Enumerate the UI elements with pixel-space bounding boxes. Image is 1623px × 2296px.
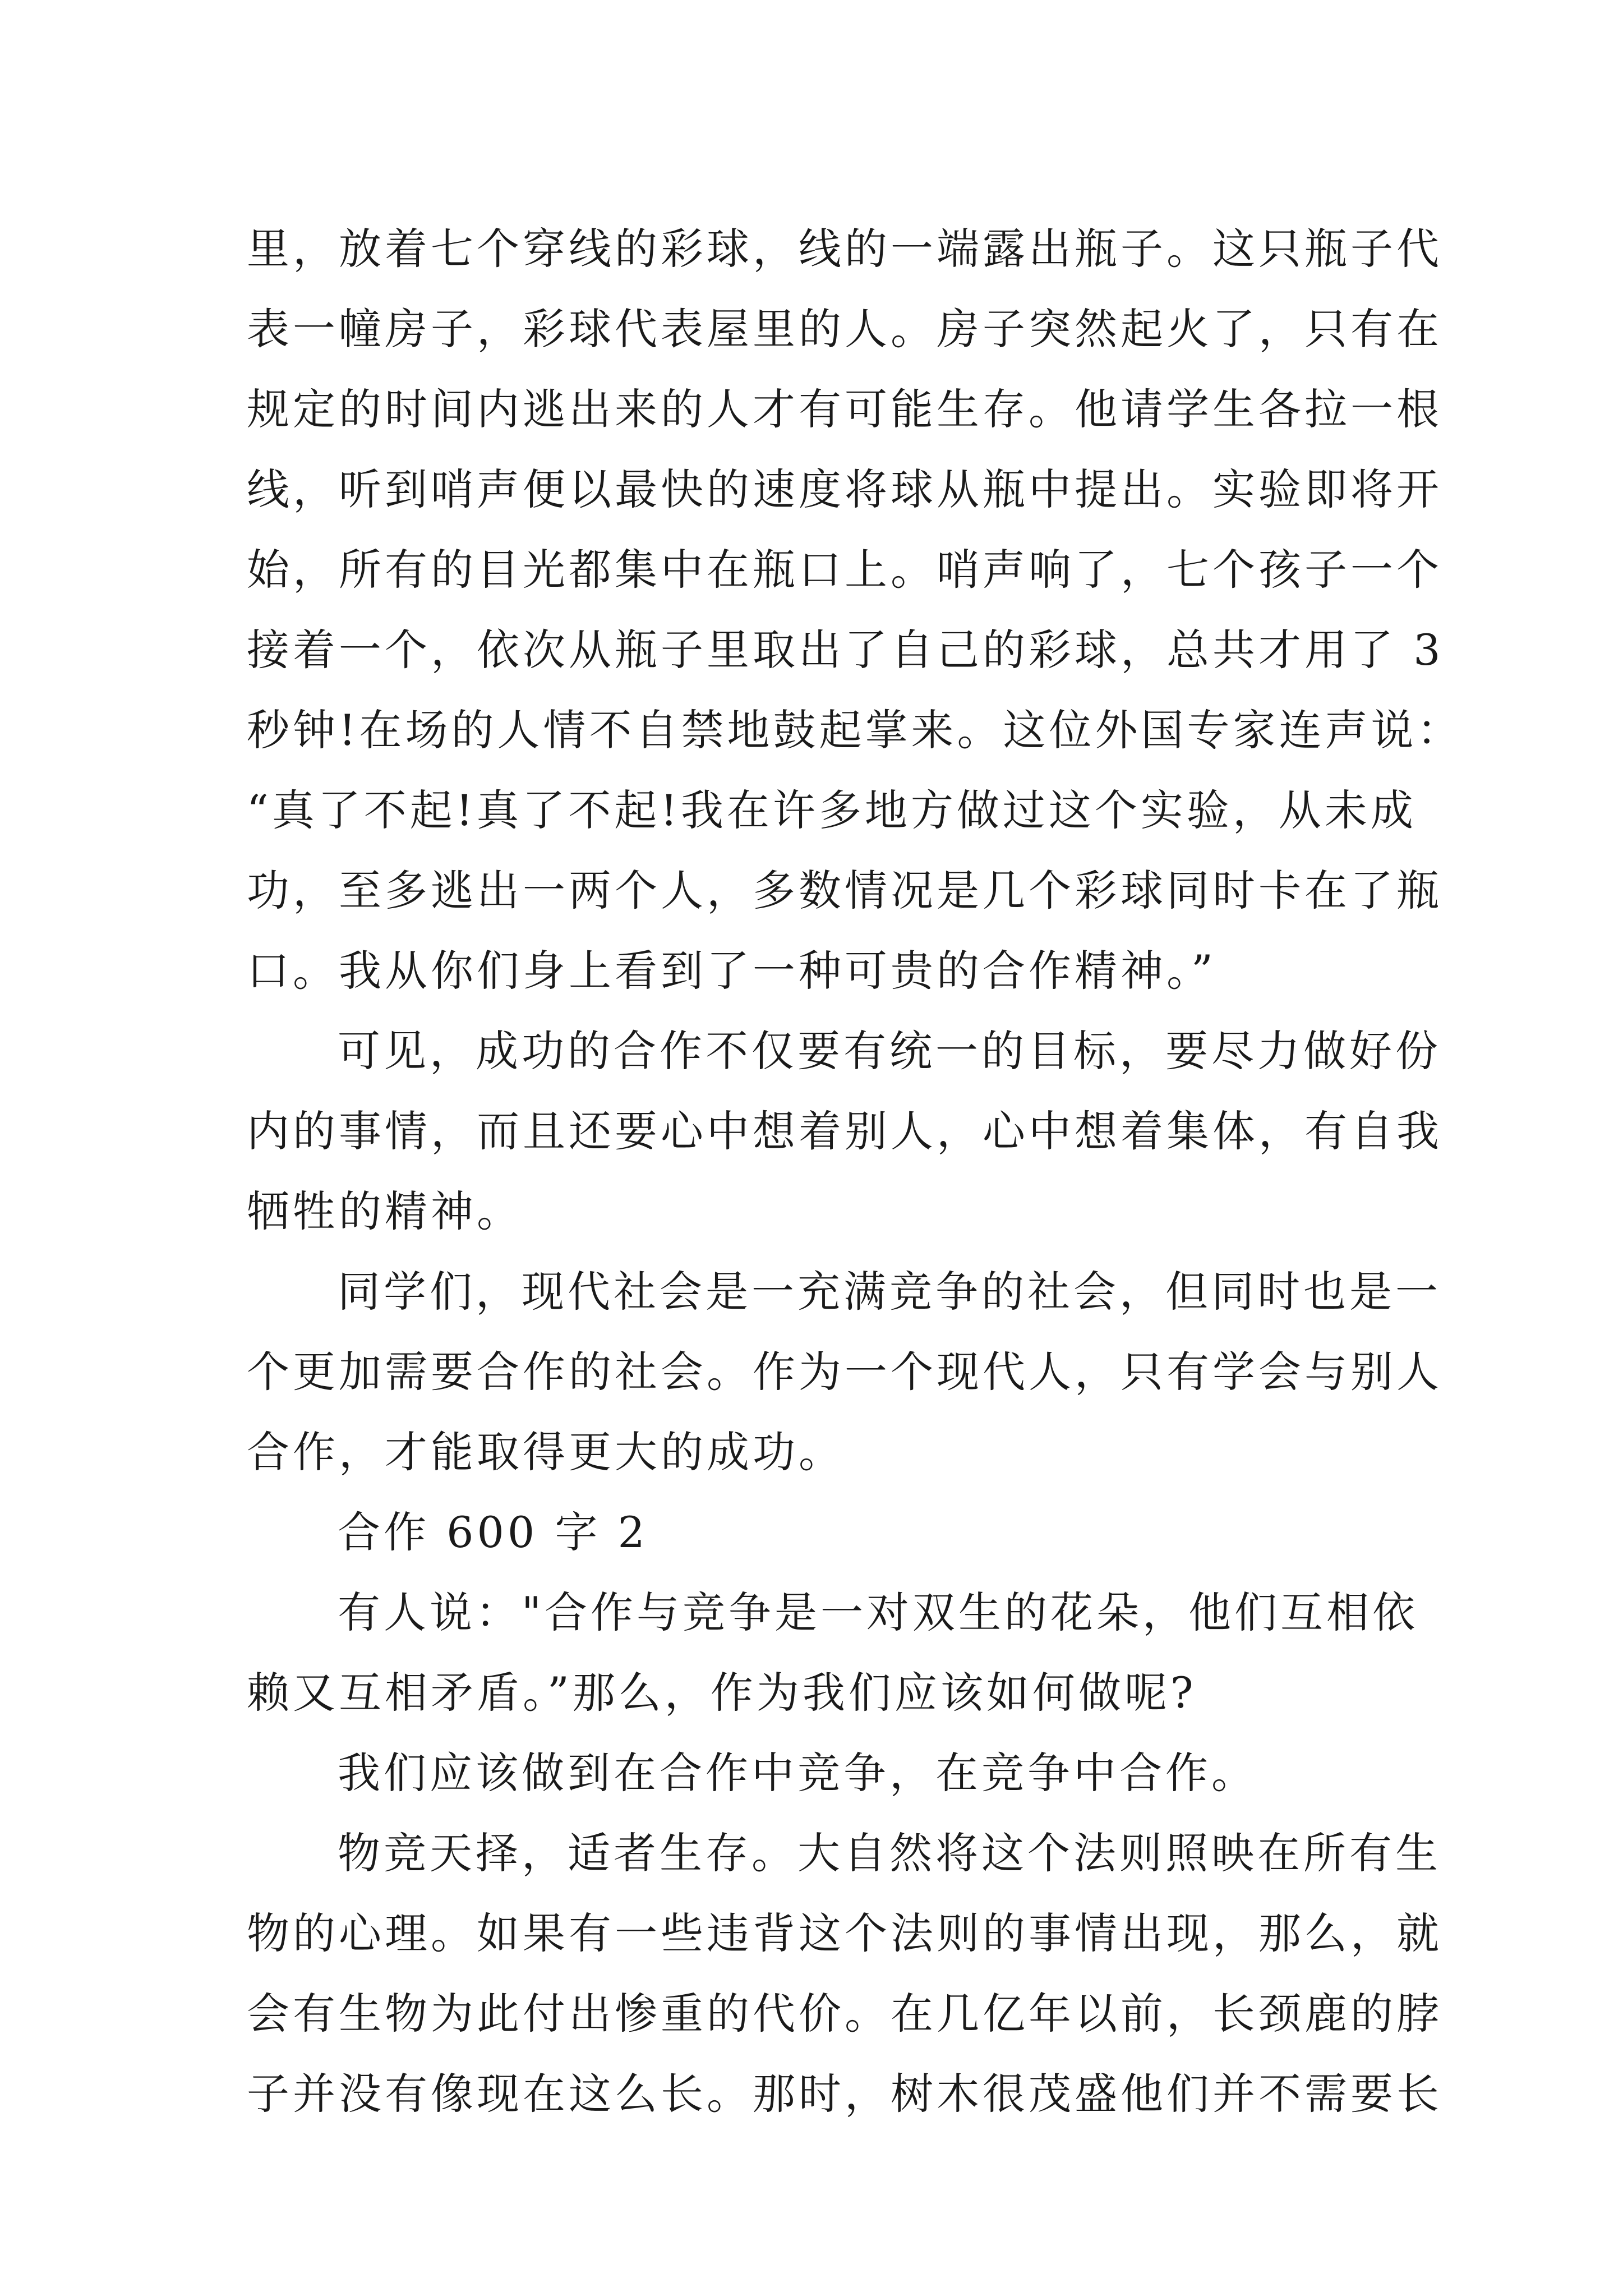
text-line: 牺牲的精神。 — [247, 1186, 523, 1236]
text-line: 口。我从你们身上看到了一种可贵的合作精神。” — [247, 946, 1216, 996]
text-line: 子并没有像现在这么长。那时，树木很茂盛他们并不需要长 — [247, 2069, 1442, 2119]
paragraph-start-line: 物竞天择，适者生存。大自然将这个法则照映在所有生 — [338, 1828, 1441, 1878]
text-line: 物的心理。如果有一些违背这个法则的事情出现，那么，就 — [247, 1908, 1442, 1958]
text-line: 会有生物为此付出惨重的代价。在几亿年以前，长颈鹿的脖 — [247, 1989, 1442, 2039]
text-line: 内的事情，而且还要心中想着别人，心中想着集体，有自我 — [247, 1106, 1442, 1156]
paragraph-start-line: 我们应该做到在合作中竞争，在竞争中合作。 — [338, 1748, 1257, 1798]
text-line: 合作，才能取得更大的成功。 — [247, 1427, 845, 1477]
section-heading: 合作 600 字 2 — [338, 1507, 648, 1557]
text-line: 接着一个，依次从瓶子里取出了自己的彩球，总共才用了 3 — [247, 625, 1444, 675]
paragraph-start-line: 同学们，现代社会是一充满竞争的社会，但同时也是一 — [338, 1267, 1441, 1317]
text-line: 表一幢房子，彩球代表屋里的人。房子突然起火了，只有在 — [247, 304, 1442, 354]
text-line: 赖又互相矛盾。”那么，作为我们应该如何做呢? — [247, 1668, 1197, 1718]
document-body — [247, 209, 1463, 2134]
text-line: 始，所有的目光都集中在瓶口上。哨声响了，七个孩子一个 — [247, 545, 1442, 595]
paragraph-start-line: 有人说："合作与竞争是一对双生的花朵，他们互相依 — [338, 1588, 1418, 1637]
text-line: 功，至多逃出一两个人，多数情况是几个彩球同时卡在了瓶 — [247, 866, 1442, 915]
text-line: 规定的时间内逃出来的人才有可能生存。他请学生各拉一根 — [247, 384, 1442, 434]
text-line: 里，放着七个穿线的彩球，线的一端露出瓶子。这只瓶子代 — [247, 224, 1442, 274]
text-line: 个更加需要合作的社会。作为一个现代人，只有学会与别人 — [247, 1347, 1442, 1397]
text-line: 线，听到哨声便以最快的速度将球从瓶中提出。实验即将开 — [247, 464, 1442, 514]
text-line: “真了不起!真了不起!我在许多地方做过这个实验，从未成 — [247, 785, 1417, 835]
paragraph-start-line: 可见，成功的合作不仅要有统一的目标，要尽力做好份 — [338, 1026, 1441, 1076]
text-line: 秒钟!在场的人情不自禁地鼓起掌来。这位外国专家连声说： — [247, 705, 1463, 755]
